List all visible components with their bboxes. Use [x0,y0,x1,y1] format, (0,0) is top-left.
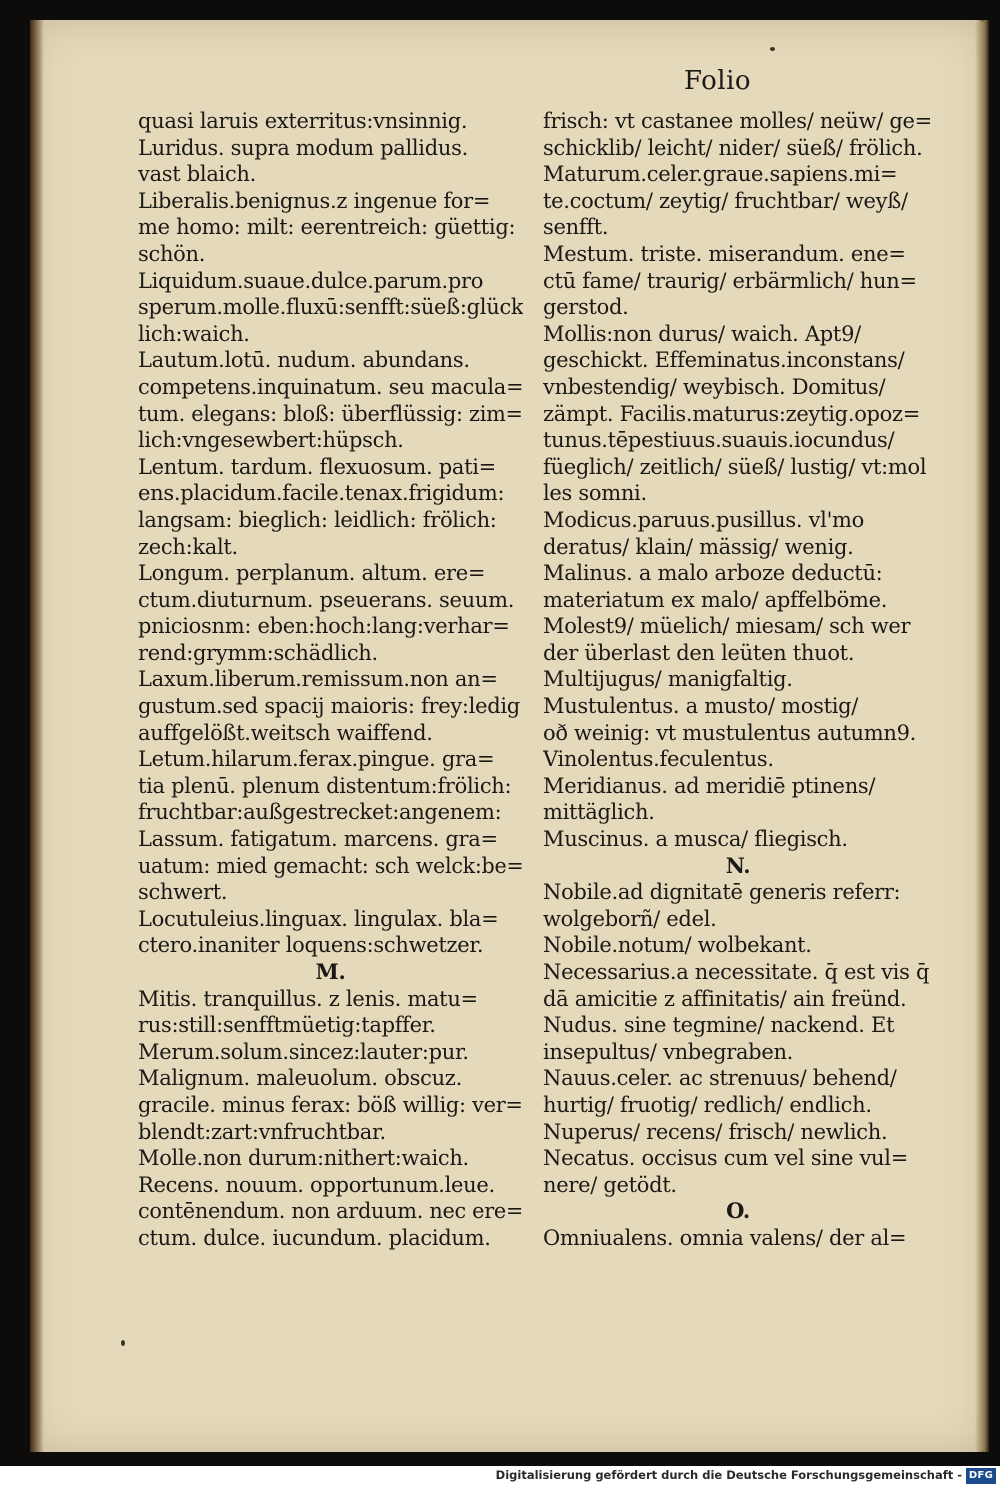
right-column-line: Vinolentus.feculentus. [543,747,774,772]
left-column-line: Lautum.lotū. nudum. abundans. [138,348,470,373]
right-column-line: der überlast den leüten thuot. [543,640,855,665]
right-text-column [543,108,933,1252]
right-column-line: Muscinus. a musca/ fliegisch. [543,827,848,852]
left-column-line: lich:waich. [138,321,250,346]
left-column-line: uatum: mied gemacht: sch welck:be= [138,853,524,878]
left-column-line: Molle.non durum:nithert:waich. [138,1146,469,1171]
right-column-line: geschickt. Effeminatus.inconstans/ [543,348,905,373]
left-column-line: me homo: milt: eerentreich: güettig: [138,215,516,240]
right-column-line: frisch: vt castanee molles/ neüw/ ge= [543,109,932,133]
dfg-logo: DFG [966,1468,996,1484]
left-column-line: tia plenū. plenum distentum:frölich: [138,773,512,798]
right-column-line: Necatus. occisus cum vel sine vul= [543,1146,908,1171]
ink-speck [121,1340,125,1346]
right-column-line: wolgeborñ/ edel. [543,906,717,931]
right-column-line: Necessarius.a necessitate. q̄ est vis q̄ [543,960,930,984]
footer-credit: Digitalisierung gefördert durch die Deutsche Forschungsgemeinschaft - [495,1468,962,1482]
right-column-line: Mustulentus. a musto/ mostig/ [543,694,859,719]
right-column-line: füeglich/ zeitlich/ süeß/ lustig/ vt:mol [543,454,927,479]
right-column-line: insepultus/ vnbegraben. [543,1039,794,1064]
left-column-line: fruchtbar:außgestrecket:angenem: [138,800,502,825]
right-column-line: Mestum. triste. miserandum. ene= [543,241,906,266]
left-column-line: Laxum.liberum.remissum.non an= [138,667,498,692]
right-column-line: vnbestendig/ weybisch. Domitus/ [543,374,886,399]
right-column-line: Nauus.celer. ac strenuus/ behend/ [543,1066,897,1091]
left-column-line: blendt:zart:vnfruchtbar. [138,1119,386,1144]
right-column-line: oð weinig: vt mustulentus autumn9. [543,720,917,745]
ink-speck [770,47,775,51]
folio-heading: Folio [684,66,752,96]
right-column-line: Meridianus. ad meridiē ptinens/ [543,773,876,798]
left-column-line: gustum.sed spacij maioris: frey:ledig [138,694,520,719]
right-column-line: Omniualens. omnia valens/ der al= [543,1225,907,1250]
left-column-line: Merum.solum.sincez:lauter:pur. [138,1039,469,1064]
left-text-column [138,108,523,1252]
left-column-line: auffgelößt.weitsch waiffend. [138,720,433,745]
left-column-line: Recens. nouum. opportunum.leue. [138,1172,495,1197]
right-column-line: hurtig/ fruotig/ redlich/ endlich. [543,1092,872,1117]
left-column-line: vast blaich. [138,162,257,187]
right-column-line: tunus.tēpestiuus.suauis.iocundus/ [543,428,895,453]
right-column-line: Modicus.paruus.pusillus. vl'mo [543,507,865,532]
left-column-line: langsam: bieglich: leidlich: frölich: [138,507,497,532]
left-column-line: ctum.diuturnum. pseuerans. seuum. [138,587,515,612]
left-column-line: M. [315,959,346,984]
right-column-line: les somni. [543,481,647,506]
right-column-line: deratus/ klain/ mässig/ wenig. [543,534,854,559]
left-column-line: competens.inquinatum. seu macula= [138,374,523,399]
left-column-line: Locutuleius.linguax. lingulax. bla= [138,906,499,931]
right-column-line: dā amicitie z affinitatis/ ain freünd. [543,986,907,1011]
right-column-line: schicklib/ leicht/ nider/ süeß/ frölich. [543,135,923,160]
left-column-line: schön. [138,241,206,266]
right-column-line: senfft. [543,215,609,240]
left-column-line: Liberalis.benignus.z ingenue for= [138,188,491,213]
right-column-line: Nudus. sine tegmine/ nackend. Et [543,1013,895,1038]
right-column-line: Maturum.celer.graue.sapiens.mi= [543,162,898,187]
page-gutter-shadow [30,20,44,1452]
left-column-line: gracile. minus ferax: böß willig: ver= [138,1092,523,1117]
page-edge-shadow [975,20,989,1452]
left-column-line: rus:still:senfftmüetig:tapffer. [138,1013,436,1038]
left-column-line: quasi laruis exterritus:vnsinnig. [138,109,468,133]
right-column-line: O. [726,1198,750,1224]
right-column-line: te.coctum/ zeytig/ fruchtbar/ weyß/ [543,188,908,213]
left-column-line: Lassum. fatigatum. marcens. gra= [138,827,498,852]
left-column-line: sperum.molle.fluxū:senfft:süeß:glück [138,295,523,320]
left-column-line: lich:vngesewbert:hüpsch. [138,428,404,453]
left-column-line: Longum. perplanum. altum. ere= [138,561,486,586]
left-column-line: ens.placidum.facile.tenax.frigidum: [138,481,505,506]
left-column-line: ctum. dulce. iucundum. placidum. [138,1225,491,1250]
right-column-line: ctū fame/ traurig/ erbärmlich/ hun= [543,268,917,293]
left-column-line: Mitis. tranquillus. z lenis. matu= [138,986,478,1011]
right-column-line: zämpt. Facilis.maturus:zeytig.opoz= [543,401,921,426]
left-column-line: Malignum. maleuolum. obscuz. [138,1066,462,1091]
right-column-line: gerstod. [543,295,629,320]
right-column-line: Nobile.ad dignitatē generis referr: [543,880,901,905]
left-column-line: contēnendum. non arduum. nec ere= [138,1199,523,1224]
right-column-line: Nuperus/ recens/ frisch/ newlich. [543,1119,888,1144]
left-column-line: zech:kalt. [138,534,238,559]
left-column-line: ctero.inaniter loquens:schwetzer. [138,933,484,958]
left-column-line: schwert. [138,880,228,905]
right-column-line: Nobile.notum/ wolbekant. [543,933,812,958]
left-column-line: rend:grymm:schädlich. [138,640,378,665]
right-column-line: Multijugus/ manigfaltig. [543,667,793,692]
left-column-line: Liquidum.suaue.dulce.parum.pro [138,268,484,293]
right-column-line: mittäglich. [543,800,655,825]
right-column-line: Malinus. a malo arboze deductū: [543,561,883,586]
right-column-line: N. [725,852,751,878]
left-column-line: Letum.hilarum.ferax.pingue. gra= [138,747,495,772]
right-column-line: Mollis:non durus/ waich. Apt9/ [543,321,861,346]
left-column-line: Lentum. tardum. flexuosum. pati= [138,454,496,479]
right-column-line: nere/ getödt. [543,1172,677,1197]
left-column-line: pniciosnm: eben:hoch:lang:verhar= [138,614,510,639]
left-column-line: tum. elegans: bloß: überflüssig: zim= [138,401,523,426]
left-column-line: Luridus. supra modum pallidus. [138,135,468,160]
right-column-line: materiatum ex malo/ apffelböme. [543,587,888,612]
right-column-line: Molest9/ müelich/ miesam/ sch wer [543,614,911,639]
